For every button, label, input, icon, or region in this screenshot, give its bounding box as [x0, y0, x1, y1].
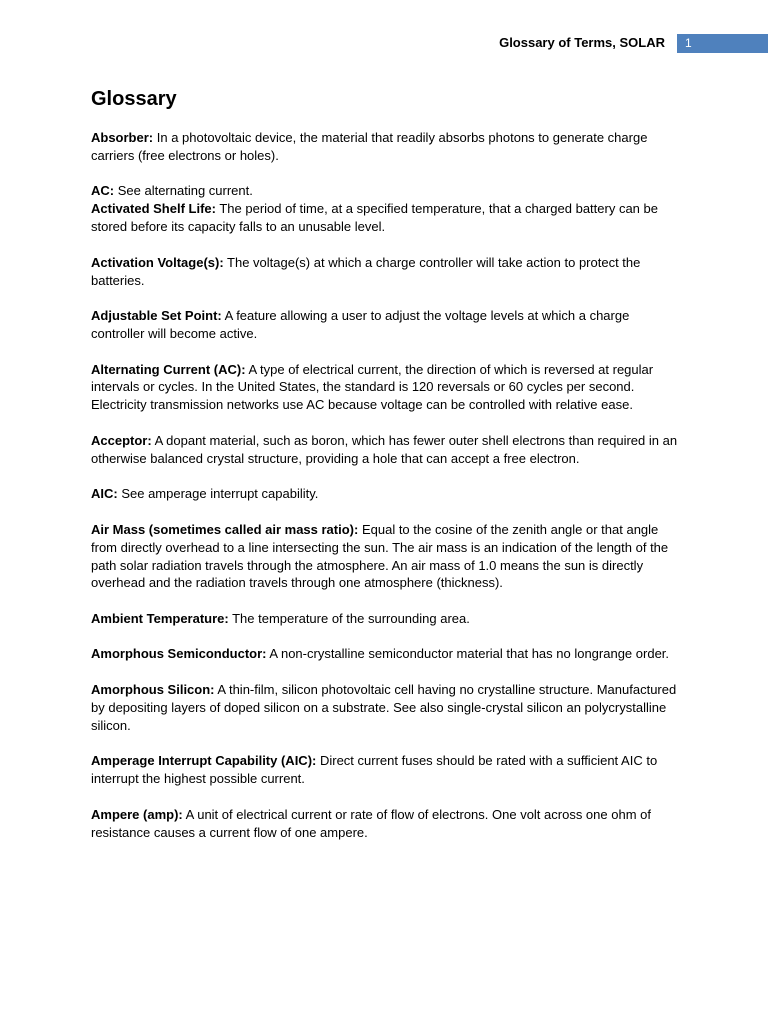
glossary-term: AC:: [91, 183, 115, 199]
glossary-definition: In a photovoltaic device, the material that readily absorbs photons to generate charge carriers (free electrons or holes).: [91, 130, 648, 163]
glossary-entry: [91, 307, 683, 343]
glossary-entry: [91, 681, 683, 735]
glossary-definition: A thin-film, silicon photovoltaic cell having no crystalline structure. Manufactured by depositing layers of doped silicon on a substrate. See also single-crystal silicon an polycrystalline silicon.: [91, 681, 677, 733]
glossary-definition: A type of electrical current, the direction of which is reversed at regular intervals or cycles. In the United States, the standard is 120 reversals or 60 cycles per second. Electricity transmission networks use AC because voltage can be controlled with relative ease.: [91, 361, 654, 413]
page-header: [0, 34, 768, 54]
glossary-definition: A feature allowing a user to adjust the voltage levels at which a charge controller will become active.: [91, 308, 630, 342]
glossary-entry: [91, 129, 683, 165]
glossary-definition: The voltage(s) at which a charge controller will take action to protect the batteries.: [91, 254, 641, 288]
glossary-definition: Direct current fuses should be rated with a sufficient AIC to interrupt the highest possible current.: [91, 753, 658, 787]
glossary-term: Amorphous Silicon:: [91, 681, 215, 697]
glossary-definition: The period of time, at a specified temperature, that a charged battery can be stored before its capacity falls to an unusable level.: [91, 201, 658, 235]
glossary-term: Amperage Interrupt Capability (AIC):: [91, 753, 317, 769]
glossary-term: Alternating Current (AC):: [91, 361, 246, 377]
glossary-entry: [91, 200, 683, 236]
glossary-term: Air Mass (sometimes called air mass ratio):: [91, 521, 359, 537]
glossary-entry: [91, 361, 683, 415]
glossary-definition: See amperage interrupt capability.: [117, 486, 319, 502]
glossary-definition: The temperature of the surrounding area.: [228, 610, 470, 626]
glossary-term: Amorphous Semiconductor:: [91, 646, 267, 662]
page-number-badge: 1: [677, 34, 768, 53]
glossary-entry: [91, 254, 683, 290]
glossary-term: Absorber:: [91, 130, 154, 145]
glossary-term: Ambient Temperature:: [91, 610, 229, 626]
glossary-term: Activated Shelf Life:: [91, 201, 216, 217]
glossary-entry: [91, 521, 683, 593]
glossary-definition: See alternating current.: [114, 183, 253, 199]
glossary-definition: A non-crystalline semiconductor material that has no longrange order.: [266, 646, 670, 662]
document-title: Glossary of Terms, SOLAR: [499, 35, 665, 50]
glossary-entry: [91, 182, 683, 200]
glossary-entry: [91, 806, 683, 842]
glossary-definition: A unit of electrical current or rate of flow of electrons. One volt across one ohm of resistance causes a current flow of one ampere.: [91, 806, 651, 840]
glossary-list: [91, 129, 683, 859]
glossary-entry: [91, 752, 683, 788]
glossary-term: Acceptor:: [91, 432, 152, 448]
page-heading: Glossary: [91, 88, 177, 110]
glossary-term: Ampere (amp):: [91, 806, 183, 822]
glossary-term: AIC:: [91, 486, 118, 502]
glossary-entry: [91, 432, 683, 468]
glossary-entry: [91, 485, 683, 503]
glossary-term: Activation Voltage(s):: [91, 254, 224, 270]
glossary-definition: A dopant material, such as boron, which has fewer outer shell electrons than required in an otherwise balanced crystal structure, providing a hole that can accept a free electron.: [91, 432, 678, 466]
glossary-entry: [91, 645, 683, 663]
glossary-definition: Equal to the cosine of the zenith angle or that angle from directly overhead to a line intersecting the sun. The air mass is an indication of the length of the path solar radiation travels through the atmosphere. An air mass of 1.0 means the sun is directly overhead and the radiation travels through one atmosphere (thickness).: [91, 521, 669, 591]
glossary-entry: [91, 610, 683, 628]
glossary-term: Adjustable Set Point:: [91, 308, 222, 324]
